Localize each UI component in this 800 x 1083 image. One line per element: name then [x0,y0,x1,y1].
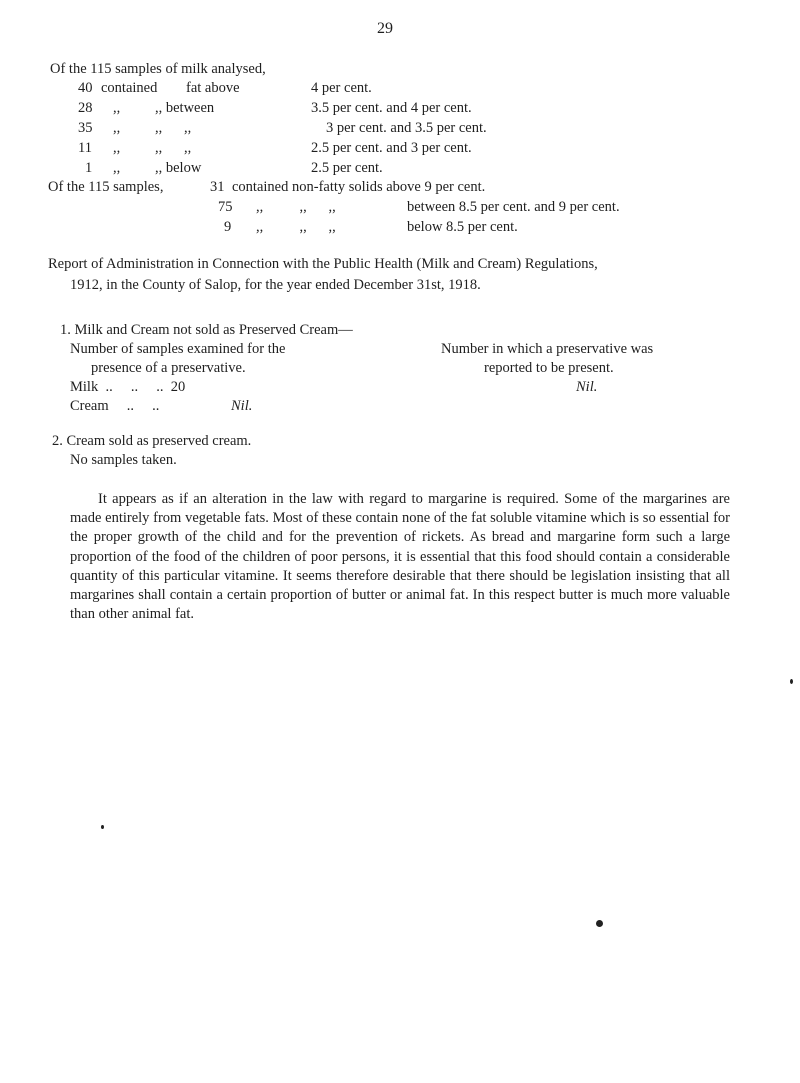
fat-count: 40 [78,80,93,96]
section1-col-left-l1: Number of samples examined for the [70,341,286,357]
solids-count: 31 [210,179,225,195]
section1-col-right-l1: Number in which a preservative was [441,341,654,357]
fat-row [0,138,800,158]
scan-speck [790,679,793,684]
fat-range: 4 per cent. [311,80,372,96]
fat-range: 2.5 per cent. and 3 per cent. [311,140,472,156]
fat-count: 28 [78,100,93,116]
section2-note: No samples taken. [70,452,177,468]
scan-speck [101,825,104,829]
solids-row [0,197,800,217]
scan-speck [596,920,603,927]
solids-intro: Of the 115 samples, [48,179,164,195]
page-number: 29 [377,20,393,37]
report-heading-line2: 1912, in the County of Salop, for the year ended December 31st, 1918. [70,277,481,293]
solids-count: 75 [218,199,233,215]
fat-ditto1: ,, [113,120,121,136]
section1-title: 1. Milk and Cream not sold as Preserved Cream— [60,322,353,338]
fat-ditto1: ,, [113,160,121,176]
milk-row-label: Milk .. .. .. 20 [70,379,186,395]
fat-range: 3.5 per cent. and 4 per cent. [311,100,472,116]
fat-ditto2: ,, ,, [155,120,192,136]
fat-ditto1: ,, [113,100,121,116]
fat-row [0,78,800,98]
fat-ditto1: contained [101,80,158,96]
fat-ditto1: ,, [113,140,121,156]
solids-row [0,177,800,197]
fat-count: 1 [85,160,93,176]
section1-col-left-l2: presence of a preservative. [91,360,246,376]
fat-count: 11 [78,140,92,156]
solids-row [0,217,800,237]
fat-ditto2: ,, ,, [155,140,192,156]
cream-row-value: Nil. [231,398,253,414]
solids-ditto: ,, ,, ,, [256,199,336,215]
fat-ditto2: ,, between [155,100,215,116]
solids-text: between 8.5 per cent. and 9 per cent. [407,199,620,215]
fat-intro: Of the 115 samples of milk analysed, [50,61,266,77]
report-heading-line1: Report of Administration in Connection with the Public Health (Milk and Cream) Regulations, [48,256,598,272]
section1-col-right-l2: reported to be present. [484,360,614,376]
cream-row-label: Cream .. .. [70,398,160,414]
margarine-paragraph: It appears as if an alteration in the law with regard to margarine is required. Some of the margarines are made entirely from vegetable fats. Most of these contain none of the fat soluble vitamine which is so essential for the proper growth of the child and for the prevention of rickets. As bread and margarine form such a large proportion of the food of the children of poor persons, it is essential that this food should contain a considerable quantity of this particular vitamine. It seems therefore desirable that there should be legislation insisting that all margarines shall contain a certain proportion of butter or animal fat. In this respect butter is much more valuable than other animal fat. [70,491,730,623]
fat-count: 35 [78,120,93,136]
section2-title: 2. Cream sold as preserved cream. [52,433,252,449]
solids-ditto: ,, ,, ,, [256,219,336,235]
fat-range: 2.5 per cent. [311,160,383,176]
fat-ditto2: ,, below [155,160,202,176]
milk-row-result: Nil. [576,379,598,395]
fat-range: 3 per cent. and 3.5 per cent. [326,120,487,136]
fat-row [0,158,800,178]
solids-count: 9 [224,219,232,235]
fat-row [0,118,800,138]
solids-text: contained non-fatty solids above 9 per cent. [232,179,486,195]
fat-ditto2: fat above [186,80,240,96]
fat-row [0,98,800,118]
solids-text: below 8.5 per cent. [407,219,518,235]
